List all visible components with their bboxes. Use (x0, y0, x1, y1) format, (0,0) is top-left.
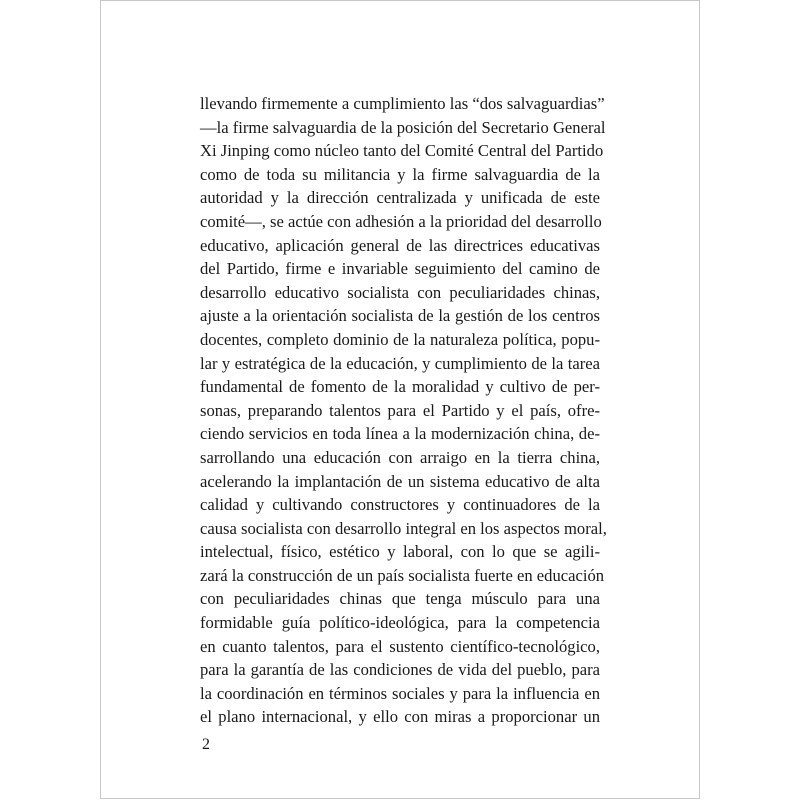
text-line: acelerando la implantación de un sistema educativo de alta (200, 471, 600, 491)
text-line: calidad y cultivando constructores y continuadores de la (200, 495, 600, 515)
text-line: con peculiaridades chinas que tenga músculo para una (200, 589, 600, 609)
text-line: intelectual, físico, estético y laboral, con lo que se agili- (200, 542, 600, 562)
text-line: educativo, aplicación general de las directrices educativas (200, 235, 600, 255)
text-line: —la firme salvaguardia de la posición del Secretario General (200, 117, 606, 137)
text-line: formidable guía político-ideológica, para la competencia (200, 613, 600, 633)
text-line: la coordinación en términos sociales y para la influencia en (200, 683, 600, 703)
text-line: zará la construcción de un país socialista fuerte en educación (200, 565, 605, 585)
text-line: sarrollando una educación con arraigo en la tierra china, (200, 447, 600, 467)
text-line: comité—, se actúe con adhesión a la prioridad del desarrollo (200, 211, 602, 231)
text-line: para la garantía de las condiciones de vida del pueblo, para (200, 660, 600, 680)
text-line: el plano internacional, y ello con miras a proporcionar un (200, 707, 600, 727)
body-paragraph (200, 92, 607, 729)
text-line: docentes, completo dominio de la naturaleza política, popu- (200, 329, 600, 349)
page-number: 2 (202, 736, 210, 753)
text-line: como de toda su militancia y la firme salvaguardia de la (200, 164, 600, 184)
text-line: sonas, preparando talentos para el Partido y el país, ofre- (200, 400, 600, 420)
text-line: llevando firmemente a cumplimiento las “dos salvaguardias” (200, 94, 605, 113)
text-line: causa socialista con desarrollo integral en los aspectos moral, (200, 518, 607, 538)
text-line: en cuanto talentos, para el sustento científico-tecnológico, (200, 636, 600, 656)
book-page (100, 0, 700, 799)
text-line: del Partido, firme e invariable seguimiento del camino de (200, 259, 600, 279)
text-line: lar y estratégica de la educación, y cumplimiento de la tarea (200, 353, 600, 373)
text-line: desarrollo educativo socialista con peculiaridades chinas, (200, 282, 600, 302)
text-line: Xi Jinping como núcleo tanto del Comité Central del Partido (200, 141, 604, 161)
text-line: ciendo servicios en toda línea a la modernización china, de- (200, 424, 600, 444)
text-line: fundamental de fomento de la moralidad y cultivo de per- (200, 377, 600, 397)
text-line: ajuste a la orientación socialista de la gestión de los centros (200, 306, 600, 326)
text-line: autoridad y la dirección centralizada y unificada de este (200, 188, 600, 208)
